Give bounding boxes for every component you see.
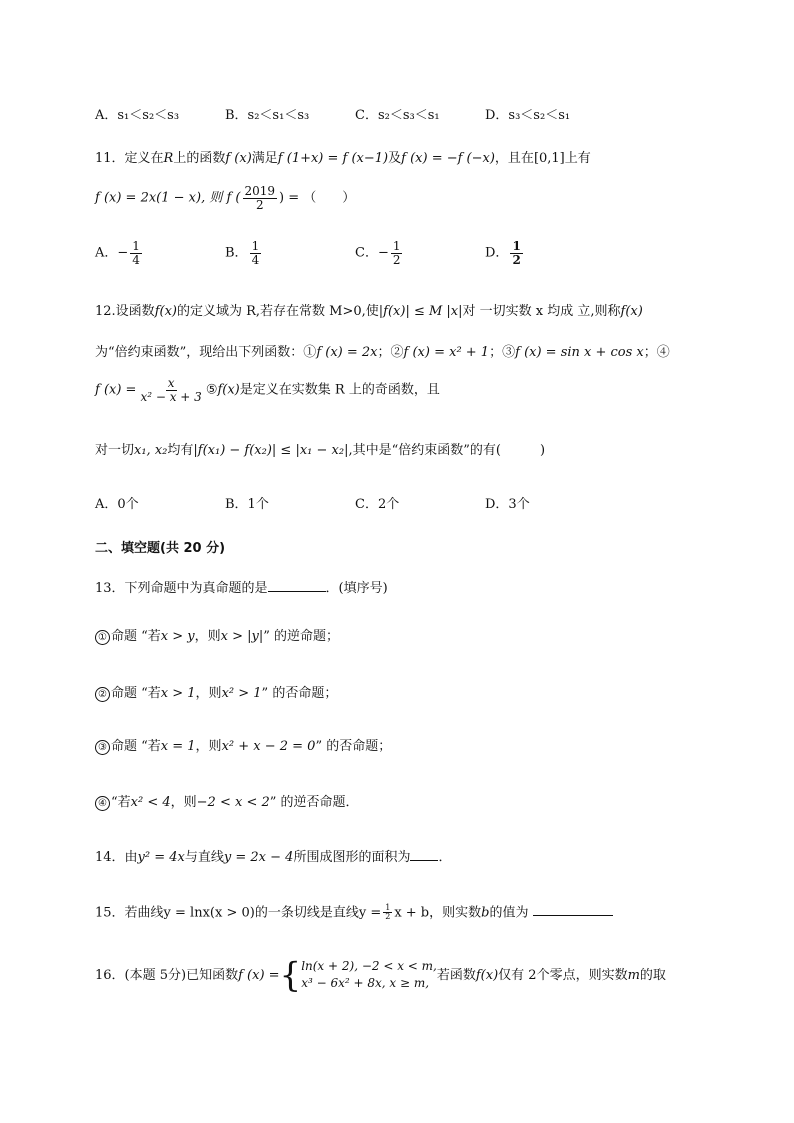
item-text: ” 的否命题； (315, 739, 392, 754)
item-text: ” 的逆否命题． (269, 795, 359, 810)
q16-math-fx: f(x) (475, 967, 499, 983)
fraction-denominator: 2 (385, 912, 391, 922)
item-text: ” 的否命题； (261, 686, 338, 701)
fraction-numerator: x (167, 376, 175, 390)
circle-number: ④ (95, 796, 110, 811)
circle-number: ② (95, 687, 110, 702)
fraction-denominator: x² − x + 3 (140, 389, 202, 404)
q10-option-b: B．s₂＜s₁＜s₃ (225, 108, 310, 123)
q11-options (95, 240, 615, 266)
q12-options (95, 493, 615, 512)
q15-var-b: b (481, 905, 490, 921)
q11-text: 满足 (251, 151, 278, 166)
q15-math-line: y = (358, 905, 382, 921)
q15-text: 15．若曲线 (95, 905, 164, 921)
q12-text: 均有 (167, 443, 194, 458)
item-text: “若 (111, 795, 131, 810)
fraction-denominator: 2 (392, 252, 401, 267)
q14-text: 所围成图形的面积为 (293, 850, 411, 865)
q15-stem (95, 904, 613, 922)
q11-text: 上的函数 (173, 151, 226, 166)
item-text: 命题 “若 (111, 739, 161, 754)
q16-text: 的取 (639, 967, 666, 983)
q10-option-c: C．s₂＜s₃＜s₁ (355, 108, 440, 123)
item-math: x² > 1 (221, 686, 262, 701)
q11-math-eq1: f (1+x) = f (x−1) (277, 151, 389, 166)
q12-text: ,其中是“倍约束函数”的有( ) (348, 443, 546, 458)
fraction-denominator: 2 (512, 252, 521, 267)
q15-text: 的值为 (489, 905, 529, 921)
fraction-numerator: 1 (251, 239, 260, 253)
option-fraction (391, 240, 403, 266)
q12-sep: ； (377, 345, 391, 360)
item-text: 命题 “若 (111, 629, 161, 644)
item-text: ，则 (195, 686, 222, 701)
item-text: 命题 “若 (111, 686, 161, 701)
q12-text: 12.设函数 (95, 304, 155, 319)
q12-option-c: C．2个 (355, 497, 400, 512)
q11-text: ，且在 (494, 151, 534, 166)
item-text: ，则 (194, 629, 221, 644)
q12-math-fx: f(x) (620, 304, 643, 319)
q12-func-2: f (x) = x² + 1 (403, 345, 490, 360)
item-math: x > y (160, 629, 195, 644)
q12-stem (95, 305, 643, 318)
q13-stem (95, 582, 388, 595)
q12-text: 对一切 (95, 443, 135, 458)
q12-func-5: f(x) (217, 382, 240, 398)
q13-item-1 (95, 630, 339, 645)
q14-math-parabola: y² = 4x (137, 850, 185, 865)
piecewise-case-1: ln(x + 2), −2 < x < m, (301, 959, 437, 973)
q12-math-vars: x₁, x₂ (134, 443, 168, 458)
q11-math-r: R (163, 151, 174, 166)
q12-circle-2: ② (390, 345, 404, 360)
q12-line2 (95, 346, 670, 359)
q12-func-1: f (x) = 2x (316, 345, 378, 360)
q11-math-interval: [0,1] (533, 151, 565, 166)
fraction-numerator: 1 (512, 239, 521, 253)
q12-option-a: A．0个 (95, 497, 139, 512)
q11-fraction (243, 185, 278, 211)
q14-text: ． (438, 850, 452, 865)
q11-math-fx: f (x) (225, 151, 252, 166)
q12-option-b: B．1个 (225, 497, 269, 512)
fraction-numerator: 1 (385, 903, 391, 912)
q12-text: 的定义域为 R,若存在常数 M>0,使 (176, 304, 379, 319)
item-math: x > |y| (220, 629, 264, 644)
fraction-numerator: 1 (132, 239, 140, 253)
answer-blank (533, 915, 613, 916)
q11-math-def: f (x) = 2x(1 − x), 则 f ( (95, 190, 241, 206)
piecewise-brace: { (279, 955, 302, 996)
q16-math-fx: f (x) = (238, 967, 280, 983)
circle-number: ① (95, 630, 110, 645)
q11-line2 (95, 185, 355, 211)
q10-options (95, 104, 615, 123)
q12-text: 对 一切实数 x 均成 立,则称 (462, 304, 621, 319)
q12-func-4-lhs: f (x) = (95, 382, 137, 398)
fraction-denominator: 4 (251, 252, 260, 267)
q12-sep: ； (643, 345, 657, 360)
q11-text: 11．定义在 (95, 151, 164, 166)
q12-circle-1: ① (303, 345, 317, 360)
fraction-denominator: 4 (132, 252, 140, 267)
q12-sep: ； (489, 345, 503, 360)
item-math: x > 1 (160, 686, 196, 701)
q16-text: 16．(本题 5分)已知函数 (95, 967, 239, 983)
q16-stem (95, 955, 666, 996)
q12-math-lipschitz: |f(x₁) − f(x₂)| ≤ |x₁ − x₂| (193, 443, 349, 458)
item-text: ，则 (170, 795, 197, 810)
answer-blank (410, 860, 438, 861)
q11-text: 上有 (564, 151, 591, 166)
q14-text: 与直线 (184, 850, 224, 865)
q16-text: 仅有 2个零点，则实数 (498, 967, 628, 983)
fraction-numerator: 2019 (244, 184, 276, 198)
item-math: x = 1 (160, 739, 196, 754)
q15-text: ，则实数 (429, 905, 482, 921)
q13-text: 13．下列命题中为真命题的是 (95, 581, 268, 596)
q11-stem (95, 152, 591, 165)
item-math: −2 < x < 2 (196, 795, 270, 810)
q12-circle-3: ③ (502, 345, 516, 360)
fraction-numerator: 1 (392, 239, 401, 253)
q12-math-fx: f(x) (154, 304, 177, 319)
fraction-denominator: 2 (255, 197, 264, 212)
q11-option-d (485, 240, 615, 266)
q11-option-a (95, 240, 225, 266)
q15-math-line: x + b (394, 905, 430, 921)
option-label: B． (225, 245, 248, 261)
item-text: ，则 (195, 739, 222, 754)
q12-text: 为“倍约束函数”，现给出下列函数： (95, 345, 304, 360)
q13-item-3 (95, 740, 391, 755)
q13-text: ．(填序号) (325, 581, 388, 596)
q14-stem (95, 851, 451, 864)
q12-option-d: D．3个 (485, 497, 530, 512)
q12-circle-4: ④ (656, 345, 670, 360)
circle-number: ③ (95, 740, 110, 755)
q11-text: 及 (388, 151, 402, 166)
q14-text: 14．由 (95, 850, 138, 865)
piecewise-case-2: x³ − 6x² + 8x, x ≥ m, (301, 976, 430, 991)
option-label: A．− (95, 245, 129, 261)
option-fraction (130, 240, 142, 266)
q11-answer-paren: ) = （ ） (279, 190, 356, 206)
q12-math-ineq: |f(x)| ≤ M |x| (378, 304, 463, 319)
option-fraction (510, 240, 522, 266)
q12-line3 (95, 377, 440, 403)
q12-text: 是定义在实数集 R 上的奇函数，且 (239, 382, 440, 398)
option-label: C．− (355, 245, 389, 261)
q15-math-curve: y = lnx(x > 0) (163, 905, 255, 921)
q11-option-c (355, 240, 485, 266)
q16-var-m: m (627, 967, 640, 983)
q15-fraction (383, 904, 392, 922)
q13-item-2 (95, 687, 337, 702)
piecewise-cases (301, 958, 437, 993)
q14-math-line: y = 2x − 4 (223, 850, 294, 865)
q12-func-3: f (x) = sin x + cos x (515, 345, 644, 360)
q12-circle-5: ⑤ (205, 382, 218, 398)
item-math: x² < 4 (130, 795, 171, 810)
item-text: ” 的逆命题； (263, 629, 340, 644)
q10-option-d: D．s₃＜s₂＜s₁ (485, 108, 571, 123)
q11-option-b (225, 240, 355, 266)
q12-line4 (95, 444, 545, 457)
item-math: x² + x − 2 = 0 (221, 739, 316, 754)
answer-blank (268, 591, 326, 592)
option-label: D． (485, 245, 509, 261)
q11-math-eq2: f (x) = −f (−x) (401, 151, 495, 166)
q16-text: 若函数 (436, 967, 476, 983)
q15-text: 的一条切线是直线 (254, 905, 359, 921)
option-fraction (250, 240, 262, 266)
q10-option-a: A．s₁＜s₂＜s₃ (95, 108, 180, 123)
q13-item-4 (95, 796, 359, 811)
q12-func-4-fraction (138, 377, 203, 403)
section-heading: 二、填空题(共 20 分) (95, 541, 226, 556)
